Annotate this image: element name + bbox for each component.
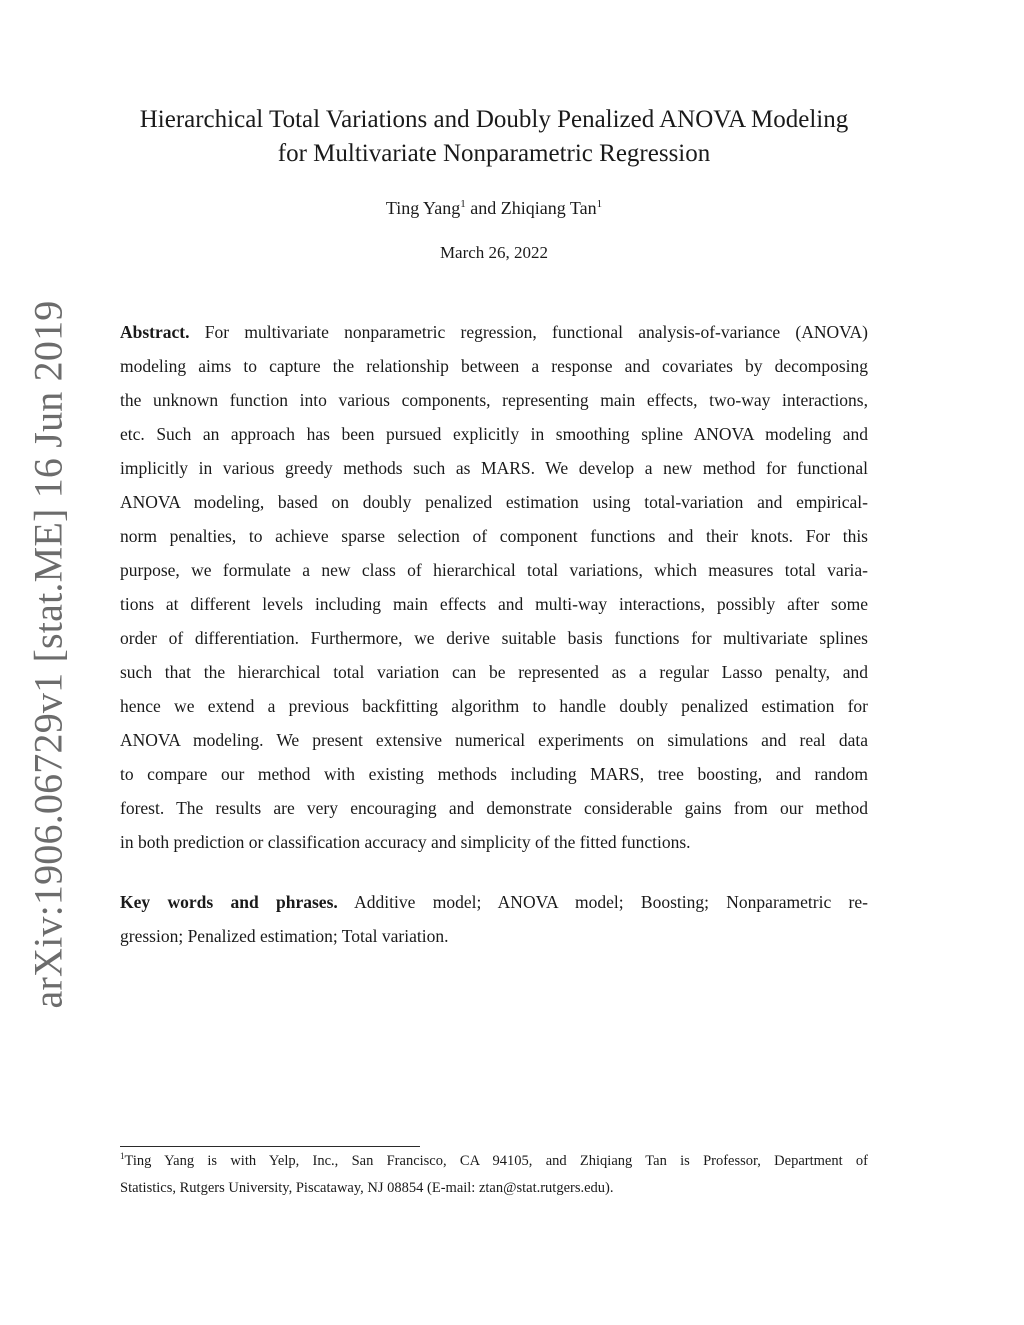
arxiv-stamp xyxy=(20,300,76,1008)
arxiv-identifier: arXiv:1906.06729v1 [stat.ME] 16 Jun 2019 xyxy=(25,300,71,1008)
paper-title-line-1: Hierarchical Total Variations and Doubly Penalized ANOVA Modeling xyxy=(139,106,849,133)
abstract-line-text: For multivariate nonparametric regression, functional analysis-of-variance (ANOVA) xyxy=(204,322,868,342)
abstract-line: forest. The results are very encouraging and demonstrate considerable gains from our method xyxy=(120,798,868,818)
footnote-line-text xyxy=(120,1153,868,1169)
footnote-mark: 1 xyxy=(120,1151,125,1161)
abstract-line: order of differentiation. Furthermore, we derive suitable basis functions for multivariate splines xyxy=(120,628,868,648)
abstract-line: norm penalties, to achieve sparse selection of component functions and their knots. For this xyxy=(120,526,868,546)
abstract-line: ANOVA modeling, based on doubly penalized estimation using total-variation and empirical- xyxy=(120,492,868,512)
abstract-line: implicitly in various greedy methods such as MARS. We develop a new method for functional xyxy=(120,458,868,478)
footnote-text: Ting Yang is with Yelp, Inc., San Francisco, CA 94105, and Zhiqiang Tan is Professor, Department of xyxy=(124,1153,868,1169)
affiliation-mark: 1 xyxy=(460,198,466,210)
footnote-divider xyxy=(120,1146,420,1147)
keywords-label: Key words and phrases. xyxy=(120,892,338,912)
abstract-line: modeling aims to capture the relationship between a response and covariates by decomposing xyxy=(120,356,868,376)
keywords-line xyxy=(120,890,868,914)
abstract-line: hence we extend a previous backfitting algorithm to handle doubly penalized estimation for xyxy=(120,696,868,716)
paper-date: March 26, 2022 xyxy=(439,243,549,262)
abstract-line: the unknown function into various components, representing main effects, two-way interactions, xyxy=(120,390,868,410)
abstract-line xyxy=(120,320,868,344)
keywords-line: gression; Penalized estimation; Total variation. xyxy=(120,926,449,946)
abstract-line: purpose, we formulate a new class of hierarchical total variations, which measures total varia- xyxy=(120,560,868,580)
abstract-line: such that the hierarchical total variation can be represented as a regular Lasso penalty, and xyxy=(120,662,868,682)
abstract-line: etc. Such an approach has been pursued explicitly in smoothing spline ANOVA modeling and xyxy=(120,424,868,444)
footnote-line: Statistics, Rutgers University, Piscataway, NJ 08854 (E-mail: ztan@stat.rutgers.edu). xyxy=(120,1180,614,1196)
keywords-line-text: Additive model; ANOVA model; Boosting; Nonparametric re- xyxy=(354,892,868,912)
author-list xyxy=(80,196,908,220)
affiliation-mark: 1 xyxy=(596,198,603,210)
abstract-label: Abstract. xyxy=(120,322,190,342)
paper-title-line-2: for Multivariate Nonparametric Regression xyxy=(277,140,711,167)
author-name: Zhiqiang Tan xyxy=(500,198,597,218)
abstract-line: in both prediction or classification accuracy and simplicity of the fitted functions. xyxy=(120,832,691,852)
footnote-line xyxy=(120,1151,868,1171)
abstract-line: tions at different levels including main effects and multi-way interactions, possibly after some xyxy=(120,594,868,614)
abstract-line: to compare our method with existing methods including MARS, tree boosting, and random xyxy=(120,764,868,784)
abstract-line: ANOVA modeling. We present extensive numerical experiments on simulations and real data xyxy=(120,730,868,750)
author-connector: and xyxy=(465,198,501,218)
author-name: Ting Yang xyxy=(385,198,461,218)
